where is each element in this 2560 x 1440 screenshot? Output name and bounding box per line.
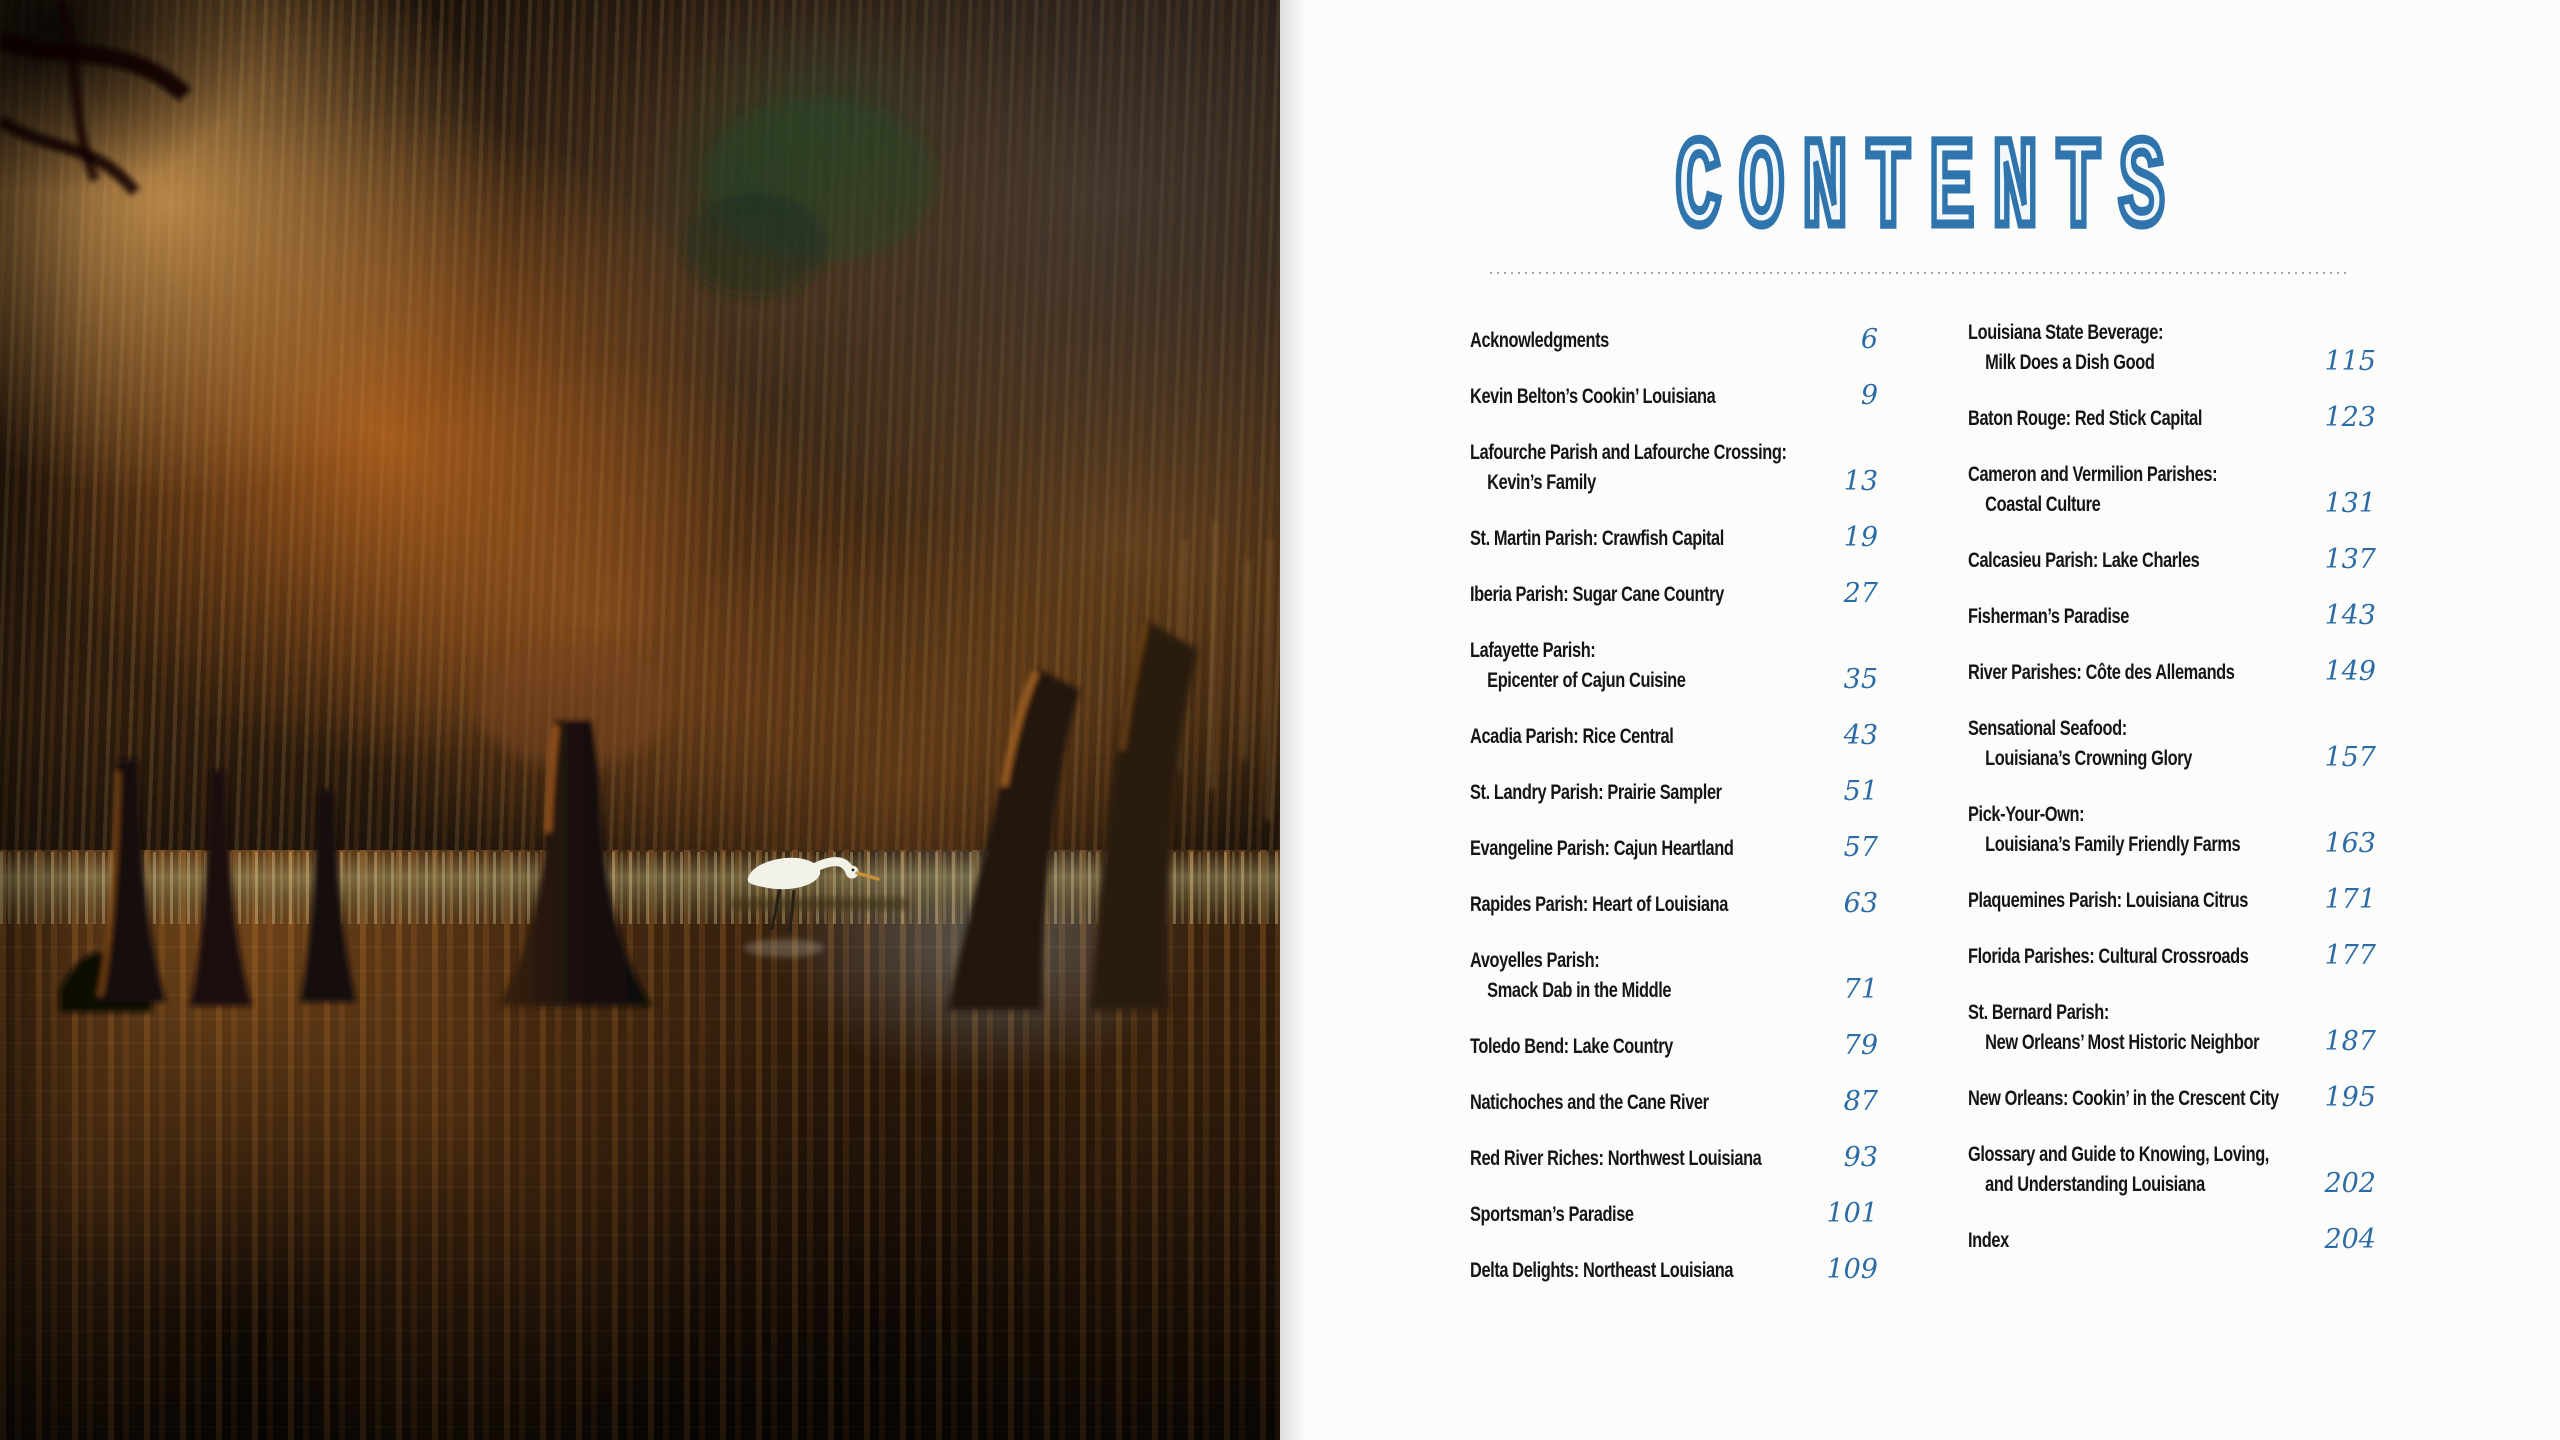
toc-entry-page-number: 9 xyxy=(1860,380,1878,411)
toc-entry-title xyxy=(1470,524,1824,554)
toc-entry-page-number: 202 xyxy=(2324,1168,2376,1199)
toc-entry-page-number: 35 xyxy=(1843,664,1878,695)
toc-entry-title xyxy=(1968,886,2322,916)
toc-entry xyxy=(1470,438,1878,498)
toc-entry-page-number: 27 xyxy=(1843,578,1878,609)
toc-entry-page-number: 6 xyxy=(1860,324,1878,355)
toc-entry-line: Rapides Parish: Heart of Louisiana xyxy=(1470,893,1728,916)
toc-entry-title xyxy=(1968,800,2322,860)
toc-entry-title xyxy=(1470,382,1824,412)
toc-entry-line: Lafayette Parish: xyxy=(1470,639,1596,662)
toc-entry-page-number: 51 xyxy=(1843,776,1878,807)
toc-entry-line: Kevin’s Family xyxy=(1487,471,1596,494)
toc-entry-title xyxy=(1968,998,2322,1058)
toc-entry-line: Baton Rouge: Red Stick Capital xyxy=(1968,407,2203,430)
toc-entry-page-number: 93 xyxy=(1843,1142,1878,1173)
toc-entry xyxy=(1968,658,2376,688)
toc-entry-title xyxy=(1470,1200,1824,1230)
toc-entry xyxy=(1968,998,2376,1058)
toc-entry-page-number: 19 xyxy=(1843,522,1878,553)
toc-entry xyxy=(1470,722,1878,752)
toc-entry-line: and Understanding Louisiana xyxy=(1985,1173,2205,1196)
toc-entry-page-number: 115 xyxy=(2324,346,2376,377)
toc-entry-line: Toledo Bend: Lake Country xyxy=(1470,1035,1673,1058)
toc-entry-title xyxy=(1470,438,1824,498)
toc-entry-title xyxy=(1470,1088,1824,1118)
toc-entry xyxy=(1968,714,2376,774)
toc-entry-line: Milk Does a Dish Good xyxy=(1985,351,2155,374)
toc-entry-title xyxy=(1968,602,2322,632)
egret-reflection xyxy=(744,939,824,957)
toc-entry-title xyxy=(1470,1032,1824,1062)
toc-entry-page-number: 195 xyxy=(2324,1082,2376,1113)
toc-entry-line: Louisiana State Beverage: xyxy=(1968,321,2164,344)
toc-entry xyxy=(1968,460,2376,520)
toc-entry xyxy=(1470,524,1878,554)
toc-entry-title xyxy=(1470,834,1824,864)
toc-entry-line: Smack Dab in the Middle xyxy=(1487,979,1672,1002)
toc-entry xyxy=(1968,602,2376,632)
toc-entry xyxy=(1470,834,1878,864)
toc-entry-line: Acadia Parish: Rice Central xyxy=(1470,725,1674,748)
toc-entry-page-number: 123 xyxy=(2324,402,2376,433)
toc-entry-line: Louisiana’s Family Friendly Farms xyxy=(1985,833,2241,856)
toc-entry-line: St. Landry Parish: Prairie Sampler xyxy=(1470,781,1722,804)
toc-entry-page-number: 149 xyxy=(2324,656,2376,687)
toc-entry-line: New Orleans: Cookin’ in the Crescent City xyxy=(1968,1087,2279,1110)
toc-entry xyxy=(1968,1084,2376,1114)
toc-entry xyxy=(1968,546,2376,576)
toc-entry xyxy=(1968,800,2376,860)
toc-entry-line: Kevin Belton’s Cookin’ Louisiana xyxy=(1470,385,1716,408)
toc-entry-title xyxy=(1470,580,1824,610)
toc-entry-page-number: 43 xyxy=(1843,720,1878,751)
toc-entry-title xyxy=(1470,636,1824,696)
toc-entry-page-number: 57 xyxy=(1843,832,1878,863)
toc-entry-line: Pick-Your-Own: xyxy=(1968,803,2085,826)
toc-entry-page-number: 157 xyxy=(2324,742,2376,773)
toc-entry-title xyxy=(1968,318,2322,378)
toc-entry-title xyxy=(1968,546,2322,576)
toc-entry-title xyxy=(1968,404,2322,434)
toc-entry-line: Cameron and Vermilion Parishes: xyxy=(1968,463,2218,486)
toc-entry-page-number: 143 xyxy=(2324,600,2376,631)
toc-entry-line: New Orleans’ Most Historic Neighbor xyxy=(1985,1031,2260,1054)
toc-entry-line: Sensational Seafood: xyxy=(1968,717,2127,740)
toc-entry-page-number: 87 xyxy=(1843,1086,1878,1117)
toc-entry xyxy=(1968,886,2376,916)
toc-entry-line: Epicenter of Cajun Cuisine xyxy=(1487,669,1686,692)
toc-entry-line: Iberia Parish: Sugar Cane Country xyxy=(1470,583,1724,606)
submerged-log xyxy=(730,898,910,910)
toc-entry-page-number: 63 xyxy=(1843,888,1878,919)
toc-entry-title xyxy=(1968,658,2322,688)
toc-entry-title xyxy=(1968,1226,2322,1256)
toc-entry-line: Acknowledgments xyxy=(1470,329,1609,352)
toc-entry-line: Florida Parishes: Cultural Crossroads xyxy=(1968,945,2249,968)
tree-trunk-center xyxy=(479,643,669,1006)
toc-entry-line: Plaquemines Parish: Louisiana Citrus xyxy=(1968,889,2248,912)
toc-entry xyxy=(1470,1200,1878,1230)
dotted-rule xyxy=(1490,272,2350,274)
toc-entry-line: River Parishes: Côte des Allemands xyxy=(1968,661,2235,684)
toc-entry-title xyxy=(1470,1256,1824,1286)
toc-entry-page-number: 137 xyxy=(2324,544,2376,575)
toc-entry-page-number: 79 xyxy=(1843,1030,1878,1061)
toc-entry-title xyxy=(1470,326,1824,356)
toc-entry-line: Coastal Culture xyxy=(1985,493,2101,516)
toc-entry-line: Fisherman’s Paradise xyxy=(1968,605,2129,628)
branch-silhouettes xyxy=(0,0,185,192)
toc-entry-title xyxy=(1470,890,1824,920)
toc-entry xyxy=(1470,1032,1878,1062)
toc-entry-line: Red River Riches: Northwest Louisiana xyxy=(1470,1147,1762,1170)
toc-entry-title xyxy=(1470,778,1824,808)
toc-entry-line: Louisiana’s Crowning Glory xyxy=(1985,747,2192,770)
toc-entry xyxy=(1470,1144,1878,1174)
toc-entry-title xyxy=(1968,714,2322,774)
toc-entry-line: Evangeline Parish: Cajun Heartland xyxy=(1470,837,1734,860)
toc-entry xyxy=(1968,1226,2376,1256)
toc-entry xyxy=(1470,580,1878,610)
toc-entry-title xyxy=(1470,1144,1824,1174)
toc-entry-title xyxy=(1470,946,1824,1006)
toc-entry-page-number: 109 xyxy=(1826,1254,1878,1285)
toc-entry-title xyxy=(1968,942,2322,972)
toc-entry-line: Delta Delights: Northeast Louisiana xyxy=(1470,1259,1734,1282)
toc-entry-page-number: 71 xyxy=(1843,974,1878,1005)
toc-entry-page-number: 187 xyxy=(2324,1026,2376,1057)
toc-entry xyxy=(1968,942,2376,972)
toc-entry xyxy=(1968,1140,2376,1200)
toc-entry-page-number: 13 xyxy=(1843,466,1878,497)
toc-entry xyxy=(1470,890,1878,920)
tree-trunks-left xyxy=(60,760,356,1012)
toc-entry-line: Index xyxy=(1968,1229,2009,1252)
toc-entry-page-number: 131 xyxy=(2324,488,2376,519)
toc-entry-page-number: 204 xyxy=(2324,1224,2376,1255)
toc-entry-title xyxy=(1968,1140,2322,1200)
toc-entry-title xyxy=(1968,1084,2322,1114)
toc-entry xyxy=(1470,326,1878,356)
toc-entry-line: St. Bernard Parish: xyxy=(1968,1001,2109,1024)
toc-entry-line: Lafourche Parish and Lafourche Crossing: xyxy=(1470,441,1787,464)
toc-entry xyxy=(1470,1256,1878,1286)
toc-entry xyxy=(1968,404,2376,434)
toc-column-left xyxy=(1470,326,1878,1312)
toc-entry-page-number: 177 xyxy=(2324,940,2376,971)
toc-entry xyxy=(1470,1088,1878,1118)
toc-entry-title xyxy=(1968,460,2322,520)
toc-entry-page-number: 101 xyxy=(1826,1198,1878,1229)
toc-entry xyxy=(1968,318,2376,378)
toc-entry-title xyxy=(1470,722,1824,752)
tree-trunks-right xyxy=(948,620,1198,1010)
toc-entry xyxy=(1470,636,1878,696)
toc-entry-line: Avoyelles Parish: xyxy=(1470,949,1600,972)
toc-entry xyxy=(1470,382,1878,412)
table-of-contents xyxy=(1280,321,2560,1312)
toc-entry xyxy=(1470,946,1878,1006)
toc-column-right xyxy=(1968,318,2376,1312)
toc-entry-page-number: 163 xyxy=(2324,828,2376,859)
toc-entry-line: St. Martin Parish: Crawfish Capital xyxy=(1470,527,1724,550)
green-leaves xyxy=(683,98,935,297)
page-title: CONTENTS xyxy=(1675,119,2183,262)
contents-page xyxy=(1280,0,2560,1440)
toc-entry-line: Sportsman’s Paradise xyxy=(1470,1203,1634,1226)
toc-entry-line: Natichoches and the Cane River xyxy=(1470,1091,1709,1114)
toc-entry-page-number: 171 xyxy=(2324,884,2376,915)
toc-entry-line: Calcasieu Parish: Lake Charles xyxy=(1968,549,2200,572)
toc-entry-line: Glossary and Guide to Knowing, Loving, xyxy=(1968,1143,2269,1166)
toc-entry xyxy=(1470,778,1878,808)
